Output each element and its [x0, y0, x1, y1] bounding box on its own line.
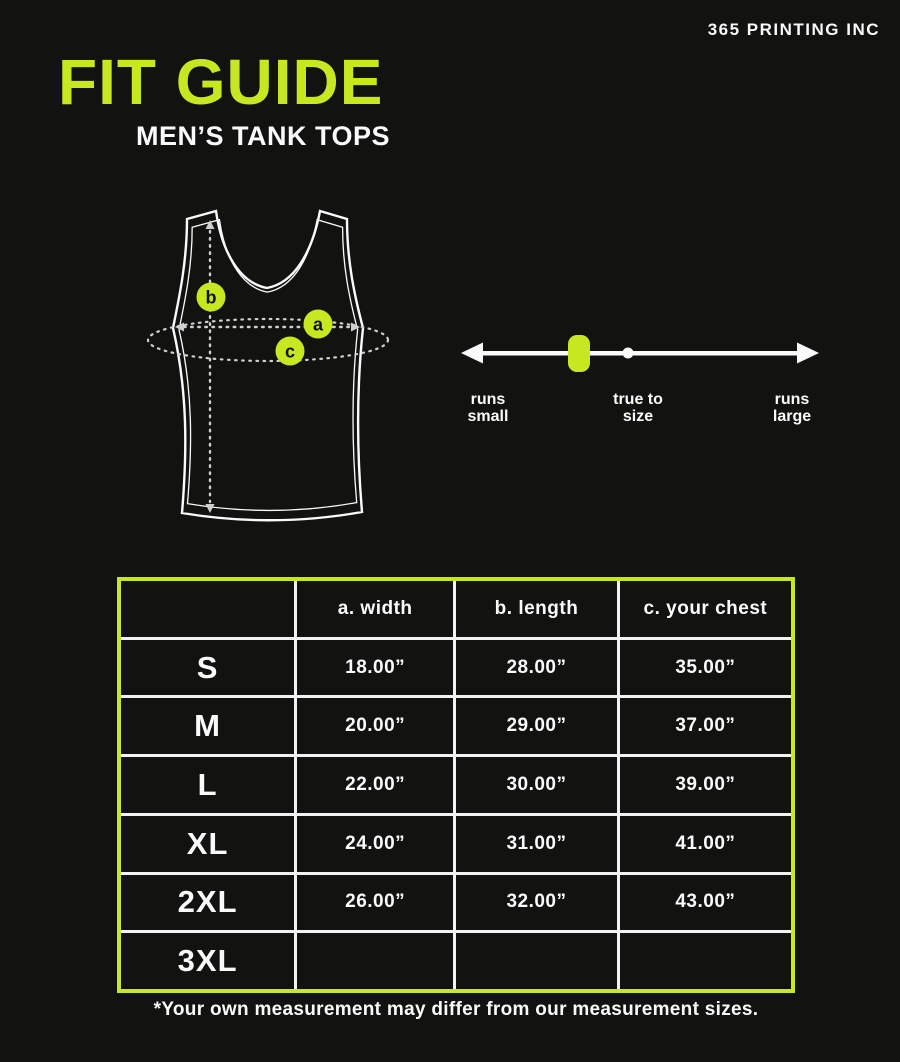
table-row-2xl-size: 2XL [121, 875, 294, 931]
marker-a-label: a [312, 314, 324, 335]
table-header-chest: c. your chest [620, 581, 791, 637]
marker-c [276, 337, 305, 366]
table-row-l-width: 22.00” [297, 757, 453, 813]
svg-text:size: size [622, 408, 654, 425]
marker-b-label: b [205, 287, 217, 308]
table-row-m-length: 29.00” [456, 698, 617, 754]
table-header-size [121, 581, 294, 637]
marker-b [197, 283, 226, 312]
footnote: *Your own measurement may differ from our measurement sizes. [153, 999, 759, 1020]
scale-label-runs-small [468, 391, 509, 425]
table-row-xl-size: XL [121, 816, 294, 872]
table-row-3xl-length [456, 933, 617, 989]
table-row-s-size: S [121, 640, 294, 696]
table-row-xl-chest: 41.00” [620, 816, 791, 872]
marker-c-label: c [284, 341, 296, 362]
tank-outline-outer [173, 211, 363, 520]
table-row-m-chest: 37.00” [620, 698, 791, 754]
table-row-l-length: 30.00” [456, 757, 617, 813]
marker-a [304, 310, 333, 339]
tank-outline-inner [179, 220, 358, 511]
table-row-m-size: M [121, 698, 294, 754]
brand: 365 PRINTING INC [707, 20, 880, 39]
svg-text:small: small [467, 408, 509, 425]
page-title: FIT GUIDE [58, 46, 384, 118]
svg-text:runs: runs [470, 391, 506, 408]
table-row-3xl-size: 3XL [121, 933, 294, 989]
table-row-s-width: 18.00” [297, 640, 453, 696]
length-measure-line [206, 220, 215, 513]
table-row-xl-width: 24.00” [297, 816, 453, 872]
svg-text:runs: runs [774, 391, 810, 408]
scale-left-arrowhead [461, 343, 483, 364]
table-row-s-chest: 35.00” [620, 640, 791, 696]
tank-top-illustration [140, 198, 405, 548]
table-row-xl-length: 31.00” [456, 816, 617, 872]
table-row-3xl-width [297, 933, 453, 989]
fit-scale [450, 325, 830, 445]
table-row-l-size: L [121, 757, 294, 813]
table-row-l-chest: 39.00” [620, 757, 791, 813]
table-row-2xl-length: 32.00” [456, 875, 617, 931]
scale-right-arrowhead [797, 343, 819, 364]
table-row-m-width: 20.00” [297, 698, 453, 754]
table-row-s-length: 28.00” [456, 640, 617, 696]
size-table [117, 577, 795, 993]
table-header-length: b. length [456, 581, 617, 637]
table-row-2xl-chest: 43.00” [620, 875, 791, 931]
fit-indicator-handle [568, 335, 590, 372]
table-header-width: a. width [297, 581, 453, 637]
table-row-2xl-width: 26.00” [297, 875, 453, 931]
page-subtitle: MEN’S TANK TOPS [135, 121, 390, 151]
svg-text:large: large [772, 408, 812, 425]
scale-label-true-to-size [613, 391, 663, 425]
scale-arrow-line [461, 343, 819, 364]
table-row-3xl-chest [620, 933, 791, 989]
svg-text:true to: true to [613, 391, 663, 408]
scale-label-runs-large [773, 391, 811, 425]
true-to-size-dot [623, 348, 634, 359]
